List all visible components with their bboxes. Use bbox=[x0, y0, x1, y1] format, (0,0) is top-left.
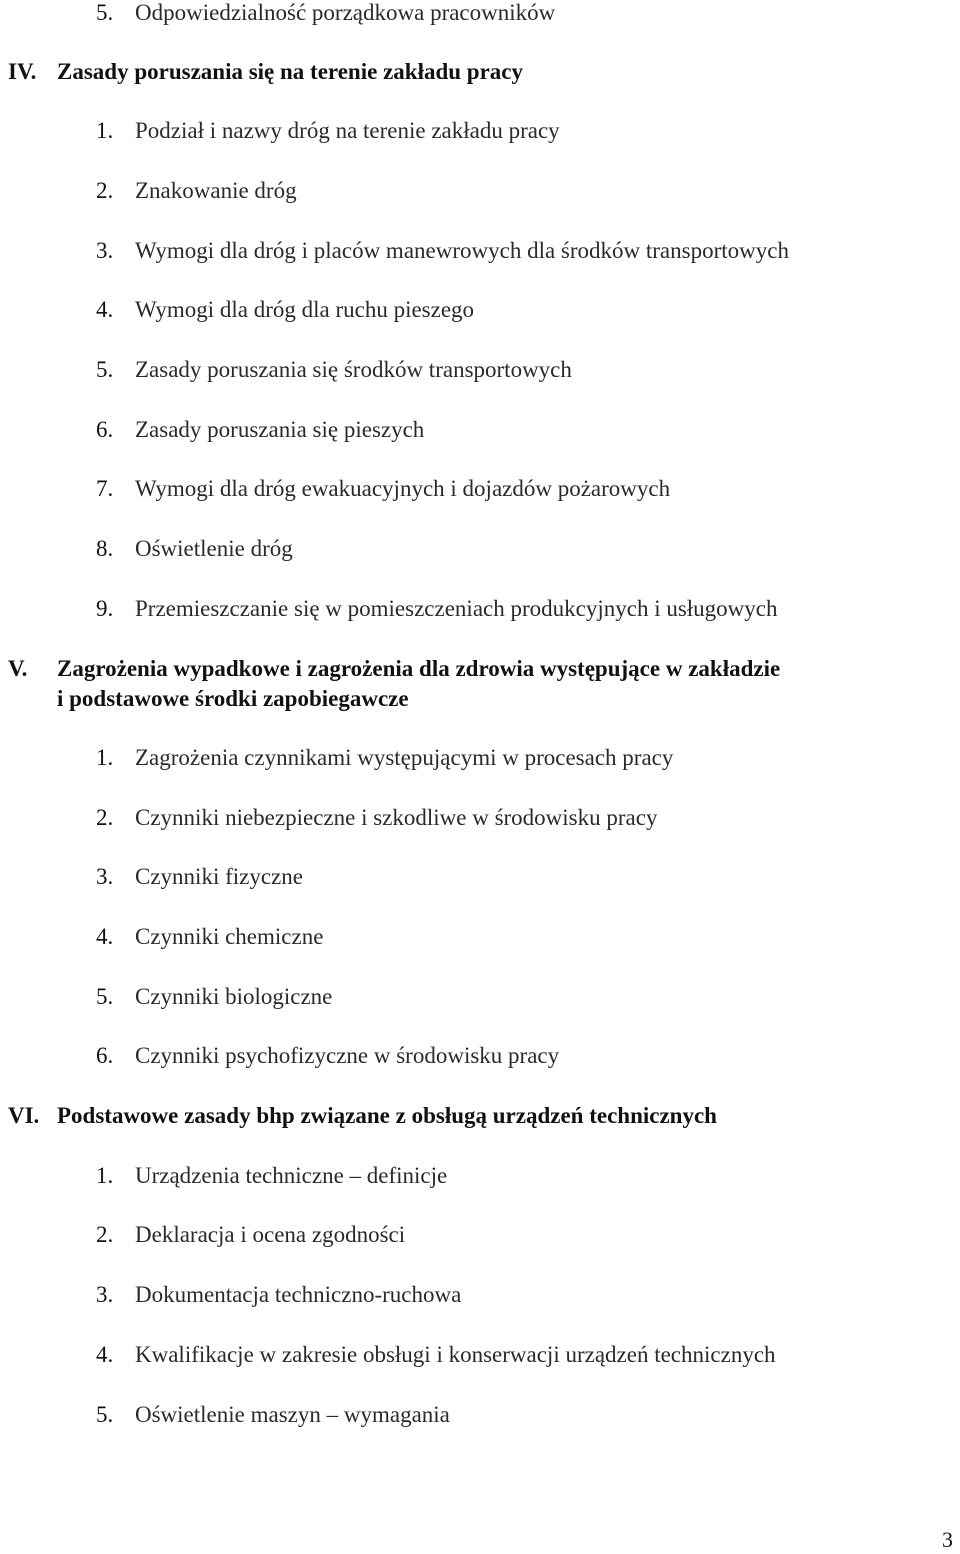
item-number: 9. bbox=[96, 596, 114, 621]
item-text: Wymogi dla dróg dla ruchu pieszego bbox=[135, 297, 475, 322]
section-numeral: V. bbox=[8, 656, 28, 681]
item-number: 6. bbox=[96, 417, 114, 442]
item-number: 3. bbox=[96, 1282, 114, 1307]
section-title-line2: i podstawowe środki zapobiegawcze bbox=[57, 686, 409, 711]
item-number: 5. bbox=[96, 1402, 114, 1427]
item-number: 2. bbox=[96, 1222, 114, 1247]
section-numeral: VI. bbox=[8, 1103, 40, 1128]
item-number: 2. bbox=[96, 178, 114, 203]
section-title: Zasady poruszania się na terenie zakładu pracy bbox=[57, 59, 523, 84]
item-number: 5. bbox=[96, 984, 114, 1009]
item-text: Oświetlenie dróg bbox=[135, 536, 293, 561]
item-number: 3. bbox=[96, 864, 114, 889]
item-text: Czynniki niebezpieczne i szkodliwe w środowisku pracy bbox=[135, 805, 658, 830]
item-text: Przemieszczanie się w pomieszczeniach produkcyjnych i usługowych bbox=[135, 596, 778, 621]
item-number: 1. bbox=[96, 118, 114, 143]
section-title: Podstawowe zasady bhp związane z obsługą urządzeń technicznych bbox=[57, 1103, 717, 1128]
item-text: Zasady poruszania się pieszych bbox=[135, 417, 425, 442]
item-text: Czynniki chemiczne bbox=[135, 924, 324, 949]
item-text: Wymogi dla dróg ewakuacyjnych i dojazdów pożarowych bbox=[135, 476, 671, 501]
item-text: Oświetlenie maszyn – wymagania bbox=[135, 1402, 450, 1427]
section-title: Zagrożenia wypadkowe i zagrożenia dla zdrowia występujące w zakładzie bbox=[57, 656, 781, 681]
item-number: 4. bbox=[96, 1342, 114, 1367]
item-text: Odpowiedzialność porządkowa pracowników bbox=[135, 0, 556, 25]
item-number: 5. bbox=[96, 357, 114, 382]
item-number: 5. bbox=[96, 0, 114, 25]
item-number: 1. bbox=[96, 745, 114, 770]
item-text: Dokumentacja techniczno-ruchowa bbox=[135, 1282, 462, 1307]
item-text: Znakowanie dróg bbox=[135, 178, 297, 203]
section-numeral: IV. bbox=[8, 59, 37, 84]
item-text: Zasady poruszania się środków transportowych bbox=[135, 357, 572, 382]
item-text: Czynniki fizyczne bbox=[135, 864, 303, 889]
item-number: 4. bbox=[96, 924, 114, 949]
page-number: 3 bbox=[942, 1527, 953, 1552]
item-text: Urządzenia techniczne – definicje bbox=[135, 1163, 448, 1188]
item-text: Czynniki biologiczne bbox=[135, 984, 333, 1009]
item-number: 1. bbox=[96, 1163, 114, 1188]
item-text: Podział i nazwy dróg na terenie zakładu pracy bbox=[135, 118, 560, 143]
item-text: Kwalifikacje w zakresie obsługi i konserwacji urządzeń technicznych bbox=[135, 1342, 776, 1367]
item-text: Wymogi dla dróg i placów manewrowych dla środków transportowych bbox=[135, 238, 789, 263]
item-text: Zagrożenia czynnikami występującymi w procesach pracy bbox=[135, 745, 674, 770]
item-number: 6. bbox=[96, 1043, 114, 1068]
item-text: Deklaracja i ocena zgodności bbox=[135, 1222, 406, 1247]
item-number: 8. bbox=[96, 536, 114, 561]
item-number: 4. bbox=[96, 297, 114, 322]
item-number: 7. bbox=[96, 476, 114, 501]
item-number: 3. bbox=[96, 238, 114, 263]
item-text: Czynniki psychofizyczne w środowisku pracy bbox=[135, 1043, 560, 1068]
item-number: 2. bbox=[96, 805, 114, 830]
